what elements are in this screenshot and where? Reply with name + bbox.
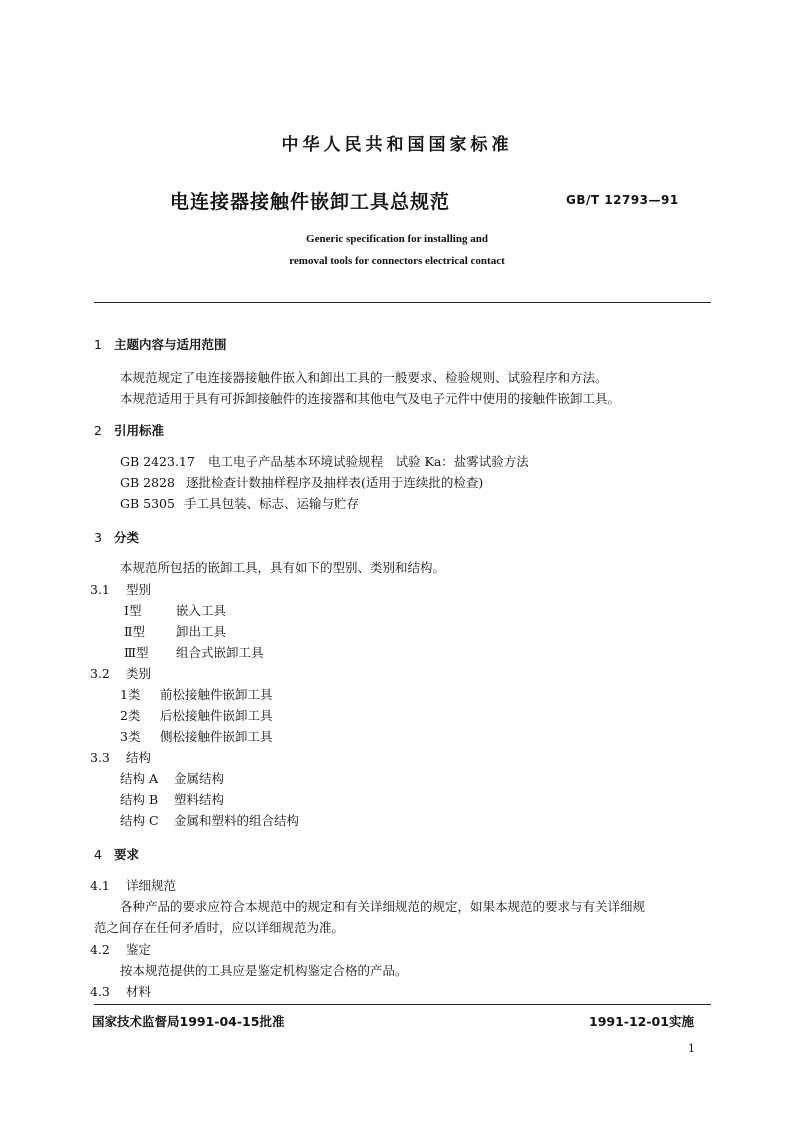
paragraph: 本规范所包括的嵌卸工具，具有如下的型别、类别和结构。 (120, 560, 446, 575)
effective-date: 1991-12-01实施 (589, 1014, 694, 1029)
approval-note: 国家技术监督局1991-04-15批准 (92, 1014, 285, 1029)
item-label: Ⅱ型 (124, 624, 145, 639)
standard-type: 中华人民共和国国家标准 (281, 135, 513, 155)
section-title: 主题内容与适用范围 (114, 337, 227, 352)
subsection-3-2-heading (90, 664, 151, 682)
list-item (120, 790, 224, 808)
item-label: Ⅲ型 (124, 645, 149, 660)
section-number: 3 (94, 530, 102, 545)
subsection-number: 3.3 (90, 750, 110, 765)
item-text: 前松接触件嵌卸工具 (160, 687, 273, 702)
subsection-title: 型别 (126, 582, 152, 597)
section-number: 4 (94, 847, 102, 862)
subsection-title: 类别 (126, 666, 152, 681)
paragraph: 本规范适用于具有可拆卸接触件的连接器和其他电气及电子元件中使用的接触件嵌卸工具。 (120, 391, 621, 406)
item-text: 卸出工具 (176, 624, 227, 639)
subsection-3-1-heading (90, 580, 151, 598)
section-number: 1 (94, 337, 102, 352)
subsection-4-2-heading (90, 940, 151, 958)
item-label: Ⅰ型 (124, 603, 142, 618)
page-number: 1 (688, 1042, 695, 1055)
reference-code: GB 2423.17 (120, 454, 195, 469)
list-item (120, 685, 273, 703)
section-1-heading (94, 335, 227, 353)
reference-title: 电工电子产品基本环境试验规程 试验 Ka：盐雾试验方法 (208, 454, 529, 469)
item-label: 3类 (120, 729, 141, 744)
section-title: 要求 (114, 847, 140, 862)
list-item (120, 769, 224, 787)
subsection-3-3-heading (90, 748, 151, 766)
header-divider (94, 302, 711, 303)
reference-title: 逐批检查计数抽样程序及抽样表(适用于连续批的检查) (186, 475, 484, 490)
english-title-line-1: Generic specification for installing and (306, 233, 488, 245)
reference-item (120, 452, 529, 470)
item-label: 结构 B (120, 792, 159, 807)
item-label: 2类 (120, 708, 141, 723)
subsection-title: 详细规范 (126, 878, 177, 893)
item-text: 后松接触件嵌卸工具 (160, 708, 273, 723)
item-text: 侧松接触件嵌卸工具 (160, 729, 273, 744)
subsection-title: 鉴定 (126, 942, 152, 957)
section-title: 引用标准 (114, 423, 165, 438)
list-item (124, 643, 264, 661)
subsection-number: 3.2 (90, 666, 110, 681)
list-item (120, 727, 273, 745)
section-4-heading (94, 845, 139, 863)
subsection-number: 4.1 (90, 878, 110, 893)
section-title: 分类 (114, 530, 140, 545)
reference-title: 手工具包装、标志、运输与贮存 (184, 496, 360, 511)
item-text: 金属结构 (174, 771, 225, 786)
paragraph: 按本规范提供的工具应是鉴定机构鉴定合格的产品。 (120, 963, 408, 978)
footer-divider (94, 1004, 711, 1005)
item-text: 嵌入工具 (176, 603, 227, 618)
subsection-number: 4.3 (90, 984, 110, 999)
subsection-number: 3.1 (90, 582, 110, 597)
list-item (120, 811, 299, 829)
paragraph: 本规范规定了电连接器接触件嵌入和卸出工具的一般要求、检验规则、试验程序和方法。 (120, 370, 608, 385)
document-title: 电连接器接触件嵌卸工具总规范 (170, 191, 451, 213)
list-item (120, 706, 273, 724)
paragraph-continuation: 范之间存在任何矛盾时，应以详细规范为准。 (94, 920, 345, 935)
item-label: 1类 (120, 687, 141, 702)
paragraph: 各种产品的要求应符合本规范中的规定和有关详细规范的规定，如果本规范的要求与有关详细规 (120, 899, 646, 914)
list-item (124, 601, 226, 619)
item-label: 结构 C (120, 813, 159, 828)
standard-code: GB/T 12793—91 (566, 193, 679, 207)
item-text: 塑料结构 (174, 792, 225, 807)
subsection-title: 材料 (126, 984, 152, 999)
subsection-4-1-heading (90, 876, 176, 894)
section-3-heading (94, 528, 139, 546)
list-item (124, 622, 226, 640)
reference-code: GB 2828 (120, 475, 175, 490)
english-title-line-2: removal tools for connectors electrical contact (289, 255, 505, 267)
reference-code: GB 5305 (120, 496, 175, 511)
item-text: 金属和塑料的组合结构 (174, 813, 300, 828)
item-text: 组合式嵌卸工具 (176, 645, 264, 660)
section-2-heading (94, 421, 164, 439)
section-number: 2 (94, 423, 102, 438)
subsection-number: 4.2 (90, 942, 110, 957)
subsection-title: 结构 (126, 750, 152, 765)
subsection-4-3-heading (90, 982, 151, 1000)
reference-item (120, 494, 359, 512)
item-label: 结构 A (120, 771, 159, 786)
reference-item (120, 473, 483, 491)
